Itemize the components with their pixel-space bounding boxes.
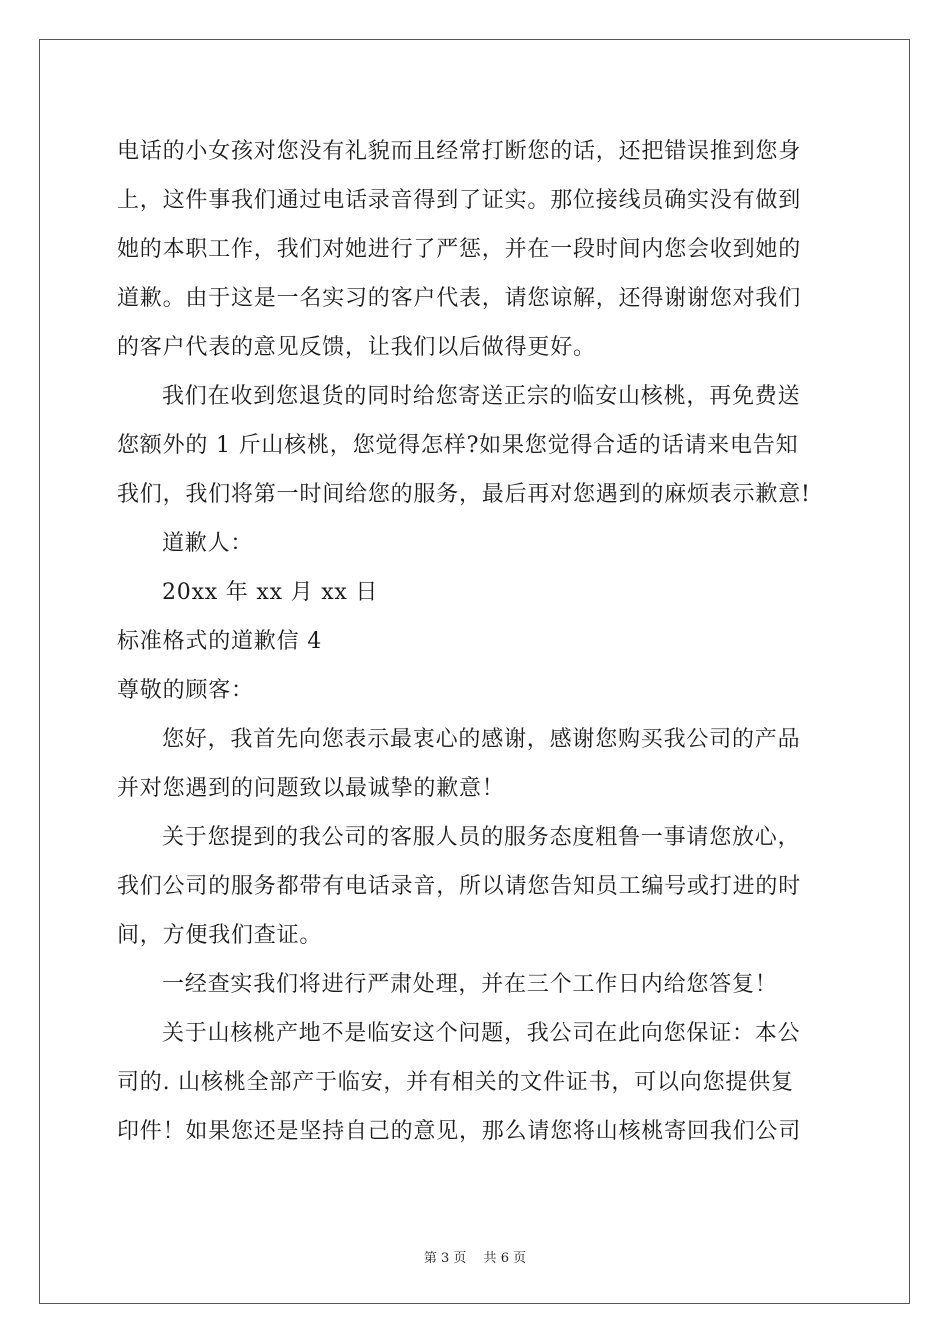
- page-number: 第 3 页 共 6 页: [423, 1251, 527, 1266]
- text-line: 她的本职工作，我们对她进行了严惩，并在一段时间内您会收到她的: [117, 237, 802, 262]
- text-line: 我们在收到您退货的同时给您寄送正宗的临安山核桃，再免费送: [162, 384, 801, 409]
- text-line: 您额外的 1 斤山核桃，您觉得怎样?如果您觉得合适的话请来电告知: [117, 433, 799, 458]
- text-line: 20xx 年 xx 月 xx 日: [162, 580, 379, 605]
- text-line: 电话的小女孩对您没有礼貌而且经常打断您的话，还把错误推到您身: [117, 139, 802, 164]
- text-line: 间，方便我们查证。: [117, 923, 323, 948]
- text-line: 关于山核桃产地不是临安这个问题，我公司在此向您保证：本公: [162, 1021, 801, 1046]
- text-line: 上，这件事我们通过电话录音得到了证实。那位接线员确实没有做到: [117, 188, 802, 213]
- text-line: 印件！如果您还是坚持自己的意见，那么请您将山核桃寄回我们公司: [117, 1119, 802, 1144]
- text-line: 的客户代表的意见反馈，让我们以后做得更好。: [117, 335, 596, 360]
- document-body: [117, 127, 837, 1156]
- text-line: 尊敬的顾客：: [117, 678, 254, 703]
- text-line: 我们，我们将第一时间给您的服务，最后再对您遇到的麻烦表示歉意!: [117, 482, 811, 507]
- text-line: 并对您遇到的问题致以最诚挚的歉意！: [117, 776, 505, 801]
- text-line: 道歉人：: [162, 531, 254, 556]
- text-line: 我们公司的服务都带有电话录音，所以请您告知员工编号或打进的时: [117, 874, 802, 899]
- text-line: 司的. 山核桃全部产于临安，并有相关的文件证书，可以向您提供复: [117, 1070, 794, 1095]
- text-line: 关于您提到的我公司的客服人员的服务态度粗鲁一事请您放心，: [162, 825, 801, 850]
- text-line: 您好，我首先向您表示最衷心的感谢，感谢您购买我公司的产品: [162, 727, 801, 752]
- text-line: 一经查实我们将进行严肃处理，并在三个工作日内给您答复！: [162, 972, 778, 997]
- text-line: 道歉。由于这是一名实习的客户代表，请您谅解，还得谢谢您对我们: [117, 286, 802, 311]
- text-line: 标准格式的道歉信 4: [117, 629, 322, 654]
